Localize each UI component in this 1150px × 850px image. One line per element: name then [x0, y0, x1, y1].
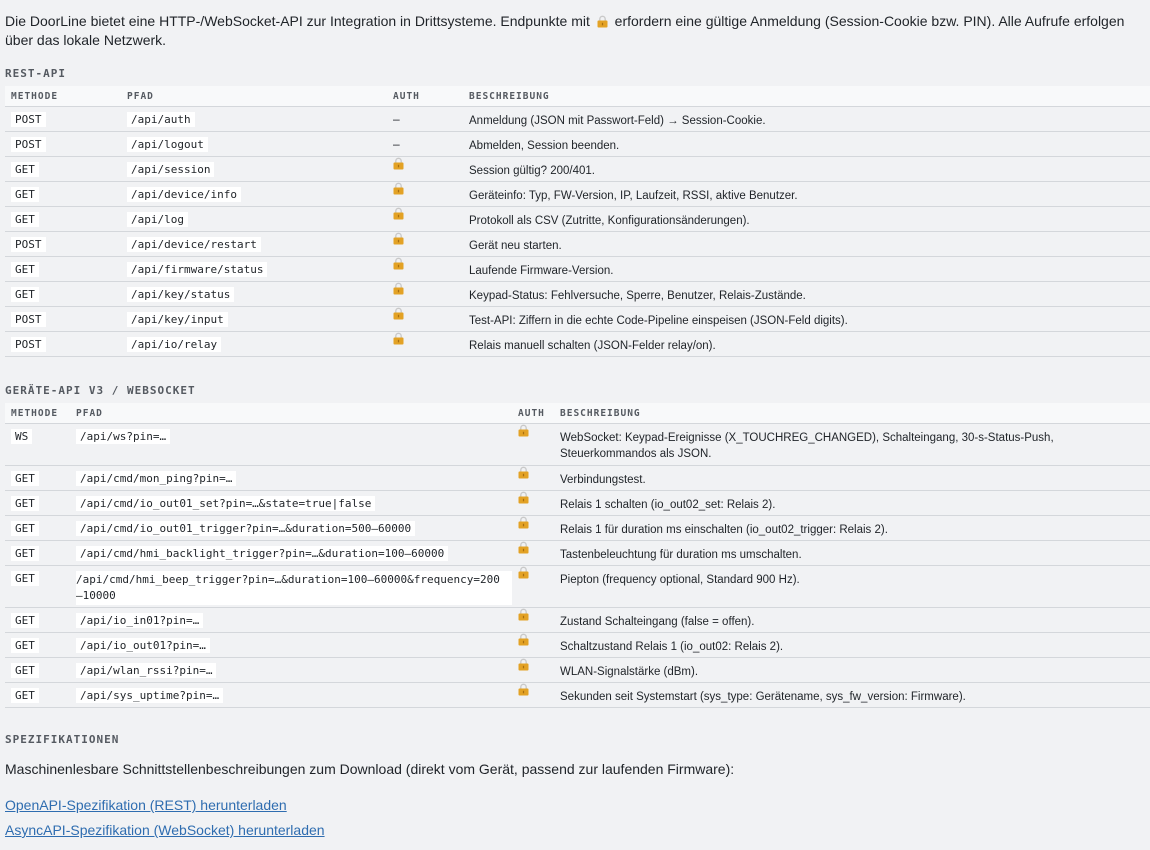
table-row	[5, 257, 1150, 282]
table-row	[5, 132, 1150, 157]
lock-icon	[393, 332, 404, 345]
endpoint-path: /api/cmd/io_out01_trigger?pin=…&duration=500–60000	[76, 521, 415, 536]
endpoint-description: Test-API: Ziffern in die echte Code-Pipeline einspeisen (JSON-Feld digits).	[469, 315, 848, 327]
no-auth-dash: –	[393, 112, 400, 126]
table-row	[5, 658, 1150, 683]
intro-text-before: Die DoorLine bietet eine HTTP-/WebSocket-API zur Integration in Drittsysteme. Endpunkte mit	[5, 13, 590, 29]
endpoint-path: /api/wlan_rssi?pin=…	[76, 663, 216, 678]
endpoint-path: /api/device/info	[127, 187, 241, 202]
lock-icon	[518, 566, 529, 579]
table-row	[5, 107, 1150, 132]
endpoint-description: Relais 1 für duration ms einschalten (io_out02_trigger: Relais 2).	[560, 524, 888, 536]
endpoint-path: /api/logout	[127, 137, 208, 152]
lock-icon	[518, 516, 529, 529]
endpoint-path: /api/sys_uptime?pin=…	[76, 688, 223, 703]
header-path: PFAD	[121, 86, 387, 107]
endpoint-path: /api/io_in01?pin=…	[76, 613, 203, 628]
http-method: GET	[11, 212, 39, 227]
http-method: GET	[11, 521, 39, 536]
http-method: POST	[11, 112, 46, 127]
asyncapi-download-link[interactable]: AsyncAPI-Spezifikation (WebSocket) herunterladen	[5, 822, 325, 838]
lock-icon	[393, 307, 404, 320]
endpoint-path: /api/log	[127, 212, 188, 227]
http-method: GET	[11, 287, 39, 302]
table-row	[5, 207, 1150, 232]
http-method: GET	[11, 496, 39, 511]
http-method: GET	[11, 262, 39, 277]
endpoint-description: WebSocket: Keypad-Ereignisse (X_TOUCHREG_CHANGED), Schalteingang, 30-s-Status-Push, Steuerkommandos als JSON.	[560, 432, 1054, 460]
endpoint-path: /api/ws?pin=…	[76, 429, 170, 444]
http-method: GET	[11, 571, 39, 586]
endpoint-description: Geräteinfo: Typ, FW-Version, IP, Laufzeit, RSSI, aktive Benutzer.	[469, 190, 798, 202]
lock-icon	[518, 541, 529, 554]
table-row	[5, 491, 1150, 516]
endpoint-description: Protokoll als CSV (Zutritte, Konfigurationsänderungen).	[469, 215, 750, 227]
endpoint-path: /api/io/relay	[127, 337, 221, 352]
table-row	[5, 541, 1150, 566]
endpoint-description: WLAN-Signalstärke (dBm).	[560, 666, 699, 678]
endpoint-description: Zustand Schalteingang (false = offen).	[560, 616, 755, 628]
table-row	[5, 332, 1150, 357]
no-auth-dash: –	[393, 137, 400, 151]
http-method: POST	[11, 312, 46, 327]
lock-icon	[518, 608, 529, 621]
table-row	[5, 633, 1150, 658]
lock-icon	[518, 424, 529, 437]
table-row	[5, 157, 1150, 182]
http-method: GET	[11, 638, 39, 653]
header-auth: AUTH	[512, 403, 554, 424]
table-header-row	[5, 403, 1150, 424]
table-row	[5, 182, 1150, 207]
lock-icon	[518, 683, 529, 696]
endpoint-description: Piepton (frequency optional, Standard 900 Hz).	[560, 574, 800, 586]
endpoint-description: Schaltzustand Relais 1 (io_out02: Relais 2).	[560, 641, 784, 653]
table-row	[5, 232, 1150, 257]
table-header-row	[5, 86, 1150, 107]
table-row	[5, 516, 1150, 541]
intro-text-after: erfordern eine gültige Anmeldung (Session-Cookie bzw. PIN). Alle Aufrufe erfolgen über das lokale Netzwerk.	[5, 13, 1125, 48]
endpoint-description: Keypad-Status: Fehlversuche, Sperre, Benutzer, Relais-Zustände.	[469, 290, 806, 302]
endpoint-description: Gerät neu starten.	[469, 240, 562, 252]
endpoint-path: /api/io_out01?pin=…	[76, 638, 210, 653]
endpoint-description: Abmelden, Session beenden.	[469, 140, 620, 152]
table-row	[5, 424, 1150, 466]
table-row	[5, 282, 1150, 307]
header-description: BESCHREIBUNG	[554, 403, 1150, 424]
endpoint-path: /api/cmd/hmi_beep_trigger?pin=…&duration=100–60000&frequency=200–10000	[76, 571, 512, 605]
lock-icon	[393, 182, 404, 195]
endpoint-path: /api/session	[127, 162, 214, 177]
lock-icon	[393, 232, 404, 245]
endpoint-path: /api/device/restart	[127, 237, 261, 252]
specifications-text: Maschinenlesbare Schnittstellenbeschreibungen zum Download (direkt vom Gerät, passend zur laufenden Firmware):	[5, 761, 735, 777]
endpoint-description: Verbindungstest.	[560, 474, 646, 486]
rest-api-table	[5, 86, 1150, 357]
http-method: GET	[11, 162, 39, 177]
lock-icon	[393, 257, 404, 270]
header-auth: AUTH	[387, 86, 463, 107]
endpoint-path: /api/firmware/status	[127, 262, 267, 277]
endpoint-description: Sekunden seit Systemstart (sys_type: Gerätename, sys_fw_version: Firmware).	[560, 691, 966, 703]
endpoint-description: Anmeldung (JSON mit Passwort-Feld) → Session-Cookie.	[469, 115, 766, 127]
lock-icon	[518, 491, 529, 504]
header-path: PFAD	[70, 403, 512, 424]
websocket-api-section-title: GERÄTE-API V3 / WEBSOCKET	[5, 384, 196, 397]
endpoint-description: Relais manuell schalten (JSON-Felder relay/on).	[469, 340, 716, 352]
http-method: POST	[11, 237, 46, 252]
endpoint-path: /api/key/status	[127, 287, 234, 302]
http-method: GET	[11, 688, 39, 703]
table-row	[5, 566, 1150, 608]
endpoint-path: /api/cmd/mon_ping?pin=…	[76, 471, 236, 486]
table-row	[5, 683, 1150, 708]
http-method: GET	[11, 546, 39, 561]
http-method: GET	[11, 471, 39, 486]
lock-icon	[393, 157, 404, 170]
lock-icon	[518, 658, 529, 671]
header-description: BESCHREIBUNG	[463, 86, 1150, 107]
specifications-section-title: SPEZIFIKATIONEN	[5, 733, 120, 746]
http-method: POST	[11, 337, 46, 352]
intro-paragraph	[5, 12, 1145, 50]
openapi-download-link[interactable]: OpenAPI-Spezifikation (REST) herunterladen	[5, 797, 287, 813]
lock-icon	[393, 207, 404, 220]
rest-api-section-title: REST-API	[5, 67, 66, 80]
lock-icon	[518, 633, 529, 646]
http-method: GET	[11, 613, 39, 628]
lock-icon	[597, 14, 608, 27]
table-row	[5, 608, 1150, 633]
endpoint-path: /api/cmd/hmi_backlight_trigger?pin=…&duration=100–60000	[76, 546, 448, 561]
endpoint-path: /api/auth	[127, 112, 195, 127]
header-method: METHODE	[5, 403, 70, 424]
endpoint-description: Tastenbeleuchtung für duration ms umschalten.	[560, 549, 802, 561]
header-method: METHODE	[5, 86, 121, 107]
websocket-api-table	[5, 403, 1150, 708]
endpoint-description: Relais 1 schalten (io_out02_set: Relais 2).	[560, 499, 776, 511]
lock-icon	[393, 282, 404, 295]
endpoint-path: /api/cmd/io_out01_set?pin=…&state=true|false	[76, 496, 375, 511]
http-method: GET	[11, 663, 39, 678]
table-row	[5, 307, 1150, 332]
endpoint-description: Laufende Firmware-Version.	[469, 265, 614, 277]
http-method: POST	[11, 137, 46, 152]
endpoint-description: Session gültig? 200/401.	[469, 165, 595, 177]
http-method: GET	[11, 187, 39, 202]
http-method: WS	[11, 429, 32, 444]
endpoint-path: /api/key/input	[127, 312, 228, 327]
lock-icon	[518, 466, 529, 479]
table-row	[5, 466, 1150, 491]
